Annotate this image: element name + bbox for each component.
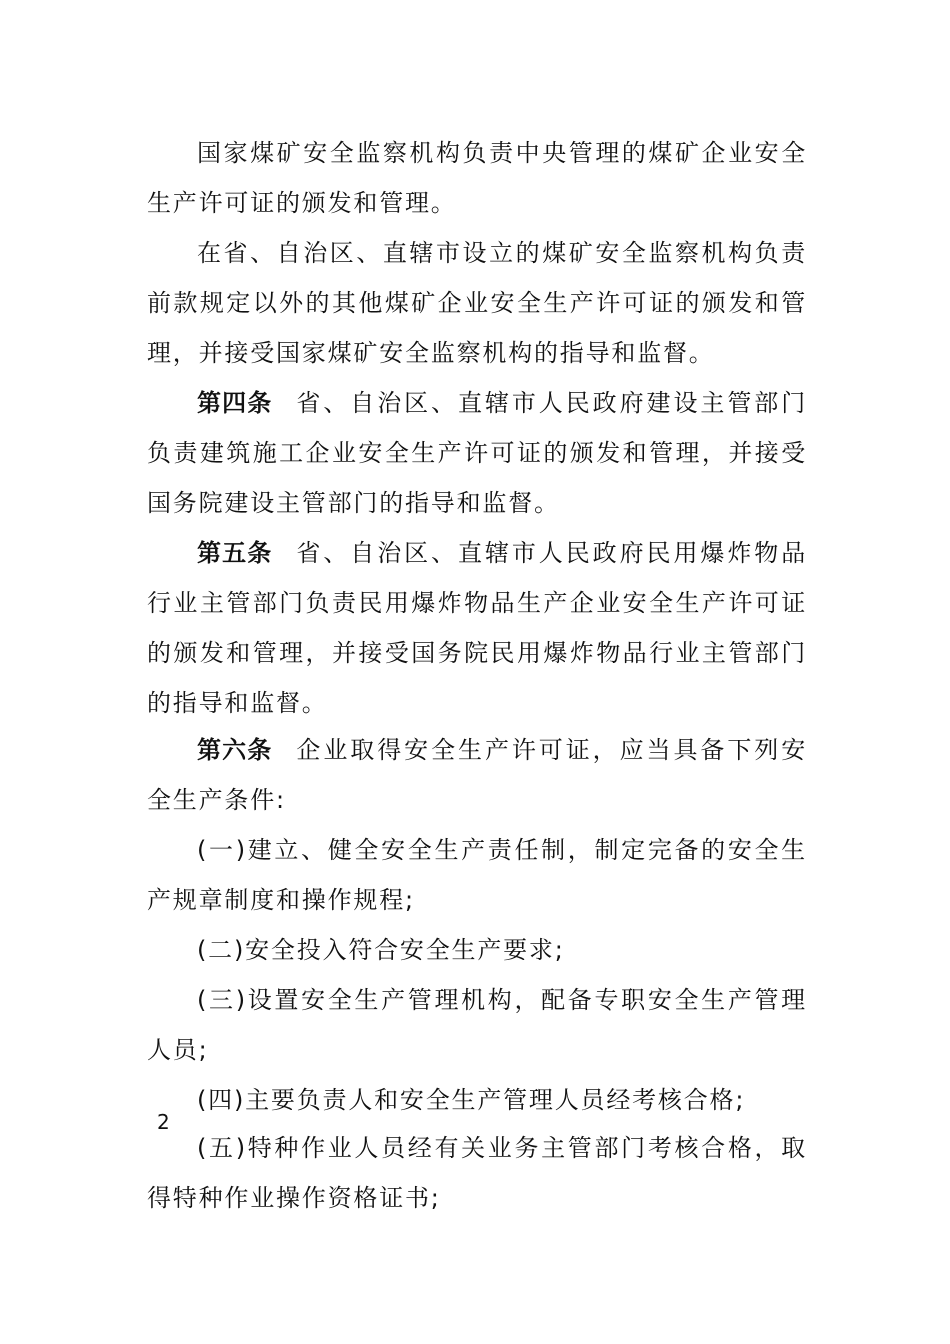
article-4	[147, 378, 807, 528]
paragraph-text: 省、自治区、直辖市人民政府建设主管部门负责建筑施工企业安全生产许可证的颁发和管理，并接受国务院建设主管部门的指导和监督。	[147, 389, 808, 517]
paragraph-text: (五)特种作业人员经有关业务主管部门考核合格，取得特种作业操作资格证书;	[147, 1134, 807, 1212]
condition-item-3	[147, 975, 807, 1075]
paragraph-text: 在省、自治区、直辖市设立的煤矿安全监察机构负责前款规定以外的其他煤矿企业安全生产许可证的颁发和管理，并接受国家煤矿安全监察机构的指导和监督。	[147, 239, 807, 367]
article-5	[147, 528, 807, 728]
paragraph-text: 国家煤矿安全监察机构负责中央管理的煤矿企业安全生产许可证的颁发和管理。	[147, 139, 807, 217]
article-number: 第六条	[197, 736, 273, 764]
paragraph-text: (三)设置安全生产管理机构，配备专职安全生产管理人员;	[147, 986, 807, 1064]
condition-item-5	[147, 1123, 807, 1223]
article-number: 第五条	[197, 539, 273, 567]
paragraph-text: (四)主要负责人和安全生产管理人员经考核合格;	[197, 1086, 746, 1114]
condition-item-1	[147, 825, 807, 925]
paragraph-coal-central	[147, 128, 807, 228]
paragraph-text: 企业取得安全生产许可证，应当具备下列安全生产条件:	[147, 736, 808, 814]
paragraph-coal-provincial	[147, 228, 807, 378]
paragraph-text: (二)安全投入符合安全生产要求;	[197, 936, 565, 964]
paragraph-text: (一)建立、健全安全生产责任制，制定完备的安全生产规章制度和操作规程;	[147, 836, 807, 914]
page-number: 2	[157, 1110, 170, 1134]
paragraph-text: 省、自治区、直辖市人民政府民用爆炸物品行业主管部门负责民用爆炸物品生产企业安全生产许可证的颁发和管理，并接受国务院民用爆炸物品行业主管部门的指导和监督。	[147, 539, 808, 717]
condition-item-4	[147, 1075, 807, 1125]
condition-item-2	[147, 925, 807, 975]
article-6	[147, 725, 807, 825]
article-number: 第四条	[197, 389, 273, 417]
